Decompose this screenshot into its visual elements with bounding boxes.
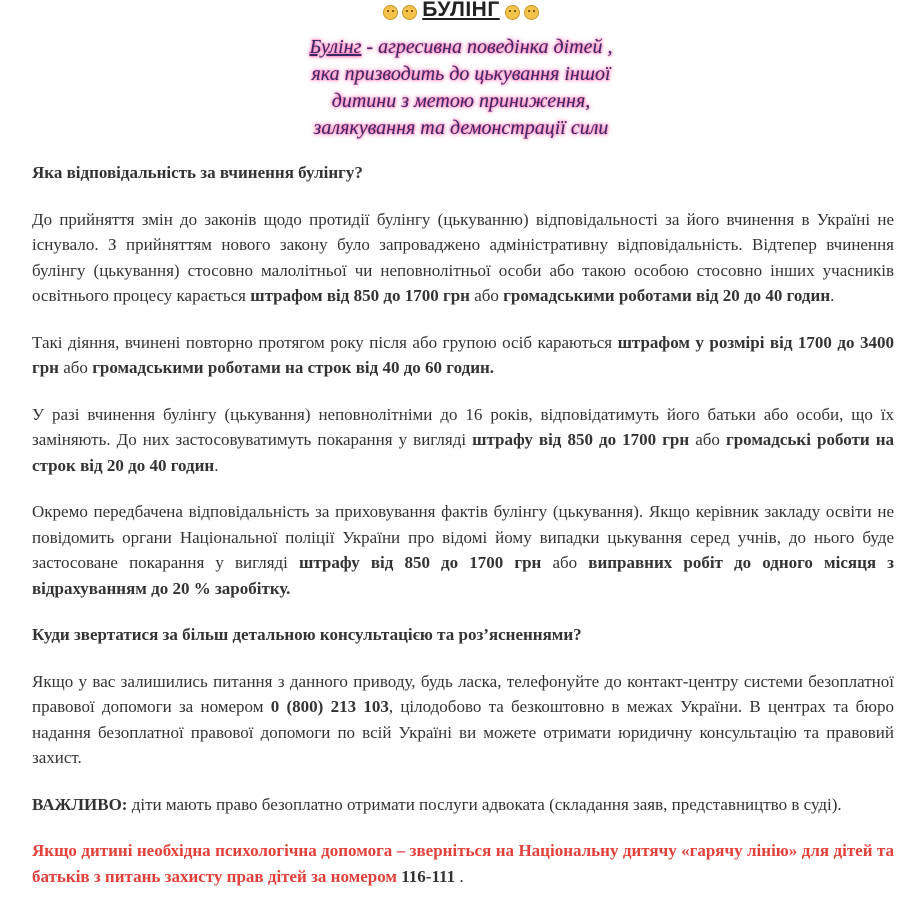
important-label: ВАЖЛИВО: [32,794,128,814]
paragraph-important [32,792,894,818]
paragraph-repeat-offense [32,330,894,381]
definition-line: дитини з метою приниження, [331,90,591,112]
paragraph-contact-center [32,669,894,771]
bullying-definition [231,34,691,142]
article-body [32,160,894,910]
correctional-work: виправних робіт до одного місяця з відрахуванням до 20 % заробітку. [32,553,894,598]
text: Такі діяння, вчинені повторно протягом року після або групою осіб караються [32,332,618,352]
text: Окремо передбачена відповідальність за приховування фактів булінгу (цькування). Якщо керівник закладу освіти не повідомить органи Національної поліції України про відомі йому випадки цькування серед учнів, до нього буде застосоване покарання у вигляді [32,502,894,572]
definition-line: - агресивна поведінка дітей , [361,36,613,58]
child-hotline-text: Якщо дитині необхідна психологічна допомога – зверніться на Національну дитячу «гарячу лінію» для дітей та батьків з питань захисту прав дітей за номером [32,841,894,886]
hotline-number: 0 (800) 213 103 [270,697,389,716]
paragraph-concealment [32,499,894,601]
definition-term: Булінг [309,36,362,58]
text: Якщо у вас залишились питання з данного приводу, будь ласка, телефонуйте до контакт-центру системи безоплатної правової допомоги за номером [32,671,894,716]
tired-face-emoji-icon [524,5,539,20]
text: До прийняття змін до законів щодо протидії булінгу (цькуванню) відповідальності за його вчинення в Україні не існувало. З прийняттям нового закону було запроваджено адміністративну відповідальність. Відтепер вчинення булінгу (цькування) стосовно малолітньої чи неповнолітньої особи або такою особою стосовно інших учасників освітнього процесу карається [32,209,894,305]
text: або [541,553,589,572]
paragraph-administrative-liability [32,207,894,309]
page-title: БУЛІНГ [422,0,500,21]
fine-amount: штрафом у розмірі від 1700 до 3400 грн [32,332,894,377]
text: або [469,286,504,305]
page-header [0,0,922,142]
fine-amount: штрафом від 850 до 1700 грн [250,286,470,305]
paragraph-minors [32,402,894,479]
fine-amount: штрафу від 850 до 1700 грн [472,430,690,449]
paragraph-child-hotline [32,838,894,889]
text: або [689,430,726,449]
question-heading: Куди звертатися за більш детальною консультацією та роз’ясненнями? [32,625,582,644]
text: . [455,866,464,886]
child-hotline-number: 116-111 [401,866,456,886]
weary-face-emoji-icon [402,5,417,20]
text: або [58,358,93,377]
text: . [830,286,835,305]
text: діти мають право безоплатно отримати послуги адвоката (складання заяв, представництво в суді). [127,794,842,814]
fine-amount: штрафу від 850 до 1700 грн [299,553,542,572]
title-row [0,0,922,22]
sad-face-emoji-icon [505,5,520,20]
community-service: громадськими роботами на строк від 40 до 60 годин. [92,358,495,377]
text: . [214,455,219,475]
text: , цілодобово та безкоштовно в межах України. В центрах та бюро надання безоплатної правової допомоги по всій Україні ви можете отримати юридичну консультацію та правовий захист. [32,697,894,767]
community-service: громадськими роботами від 20 до 40 годин [503,286,831,305]
face-emoji-icon [383,5,398,20]
question-heading: Яка відповідальність за вчинення булінгу? [32,163,363,182]
definition-line: залякування та демонстрації сили [313,117,609,139]
community-service: громадські роботи на строк від 20 до 40 годин [32,430,894,475]
definition-line: яка призводить до цькування іншої [311,63,611,85]
text: У разі вчинення булінгу (цькування) неповнолітніми до 16 років, відповідатимуть його батьки або особи, що їх заміняють. До них застосовуватимуть покарання у вигляді [32,404,894,449]
